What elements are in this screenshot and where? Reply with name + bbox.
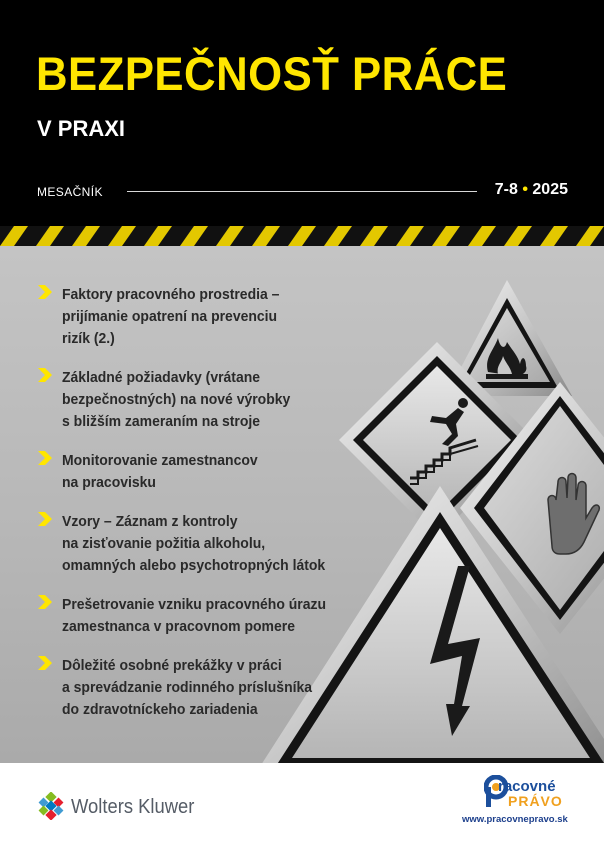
- footer: [0, 763, 604, 857]
- list-item: [38, 655, 358, 721]
- brand-name-line2: PRÁVO: [508, 793, 563, 809]
- list-item: [38, 284, 358, 350]
- issue-label: [495, 181, 568, 199]
- bullet-chevron-icon: [38, 656, 52, 670]
- wolters-kluwer-logo-icon: [37, 792, 65, 820]
- article-title: Faktory pracovného prostredia – prijímanie opatrení na prevenciu rizík (2.): [62, 286, 280, 347]
- article-title: Prešetrovanie vzniku pracovného úrazu zamestnanca v pracovnom pomere: [62, 596, 327, 635]
- list-item: [38, 594, 358, 638]
- issue-meta: [37, 181, 568, 201]
- magazine-title: BEZPEČNOSŤ PRÁCE: [36, 47, 508, 100]
- pracovne-pravo-logo: [462, 775, 594, 835]
- article-title: Vzory – Záznam z kontroly na zisťovanie požitia alkoholu, omamných alebo psychotropných látok: [62, 513, 326, 574]
- publisher-logo: [37, 792, 237, 822]
- publisher-name: Wolters Kluwer: [71, 796, 195, 818]
- meta-divider: [127, 191, 477, 192]
- article-title: Monitorovanie zamestnancov na pracovisku: [62, 452, 258, 491]
- bullet-chevron-icon: [38, 285, 52, 299]
- article-title: Dôležité osobné prekážky v práci a sprevádzanie rodinného príslušníka do zdravotníckeho zariadenia: [62, 657, 313, 718]
- issue-number: 7-8: [494, 181, 518, 198]
- article-list: [38, 284, 358, 738]
- website-link[interactable]: www.pracovnepravo.sk: [462, 814, 568, 825]
- issue-separator: •: [522, 181, 528, 198]
- issue-year: 2025: [532, 181, 568, 198]
- bullet-chevron-icon: [38, 368, 52, 382]
- magazine-subtitle: V PRAXI: [37, 116, 126, 141]
- list-item: [38, 367, 358, 433]
- content-area: [0, 246, 604, 763]
- bullet-chevron-icon: [38, 451, 52, 465]
- hazard-stripe: [0, 226, 604, 246]
- list-item: [38, 450, 358, 494]
- bullet-chevron-icon: [38, 595, 52, 609]
- frequency-label: MESAČNÍK: [37, 185, 103, 199]
- article-title: Základné požiadavky (vrátane bezpečnostných) na nové výrobky s bližším zameraním na stroje: [62, 369, 291, 430]
- bullet-chevron-icon: [38, 512, 52, 526]
- brand-name-line1: racovné: [498, 778, 556, 795]
- header: [0, 0, 604, 226]
- list-item: [38, 511, 358, 577]
